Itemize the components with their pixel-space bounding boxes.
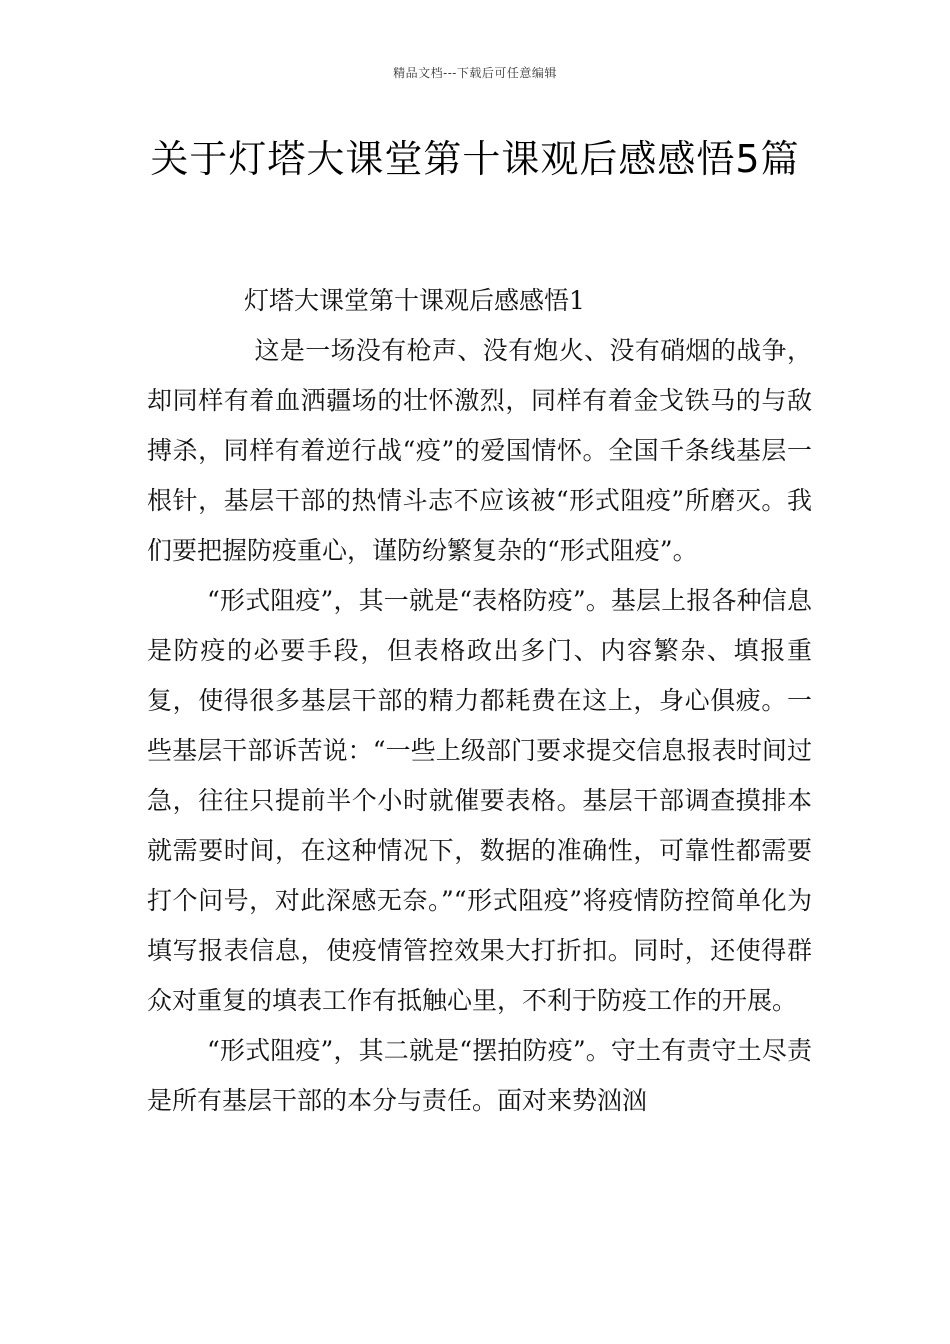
header-note: 精品文档---下载后可任意编辑 <box>393 66 557 80</box>
paragraph-1: 这是一场没有枪声、没有炮火、没有硝烟的战争，却同样有着血洒疆场的壮怀激烈，同样有着金戈铁马的与敌搏杀，同样有着逆行战“疫”的爱国情怀。全国千条线基层一根针，基层干部的热情斗志不应该被“形式阻疫”所磨灭。我们要把握防疫重心，谨防纷繁复杂的“形式阻疫”。 <box>147 336 812 565</box>
paragraph-3: “形式阻疫”，其二就是“摆拍防疫”。守土有责守土尽责是所有基层干部的本分与责任。面对来势汹汹 <box>147 1036 812 1115</box>
section-heading: 灯塔大课堂第十课观后感感悟1 <box>244 286 585 315</box>
document-body <box>147 276 812 1126</box>
document-title: 关于灯塔大课堂第十课观后感感悟5篇 <box>150 137 800 181</box>
paragraph-2: “形式阻疫”，其一就是“表格防疫”。基层上报各种信息是防疫的必要手段，但表格政出多门、内容繁杂、填报重复，使得很多基层干部的精力都耗费在这上，身心俱疲。一些基层干部诉苦说：“一些上级部门要求提交信息报表时间过急，往往只提前半个小时就催要表格。基层干部调查摸排本就需要时间，在这种情况下，数据的准确性，可靠性都需要打个问号，对此深感无奈。”“形式阻疫”将疫情防控简单化为填写报表信息，使疫情管控效果大打折扣。同时，还使得群众对重复的填表工作有抵触心里，不利于防疫工作的开展。 <box>147 586 812 1015</box>
